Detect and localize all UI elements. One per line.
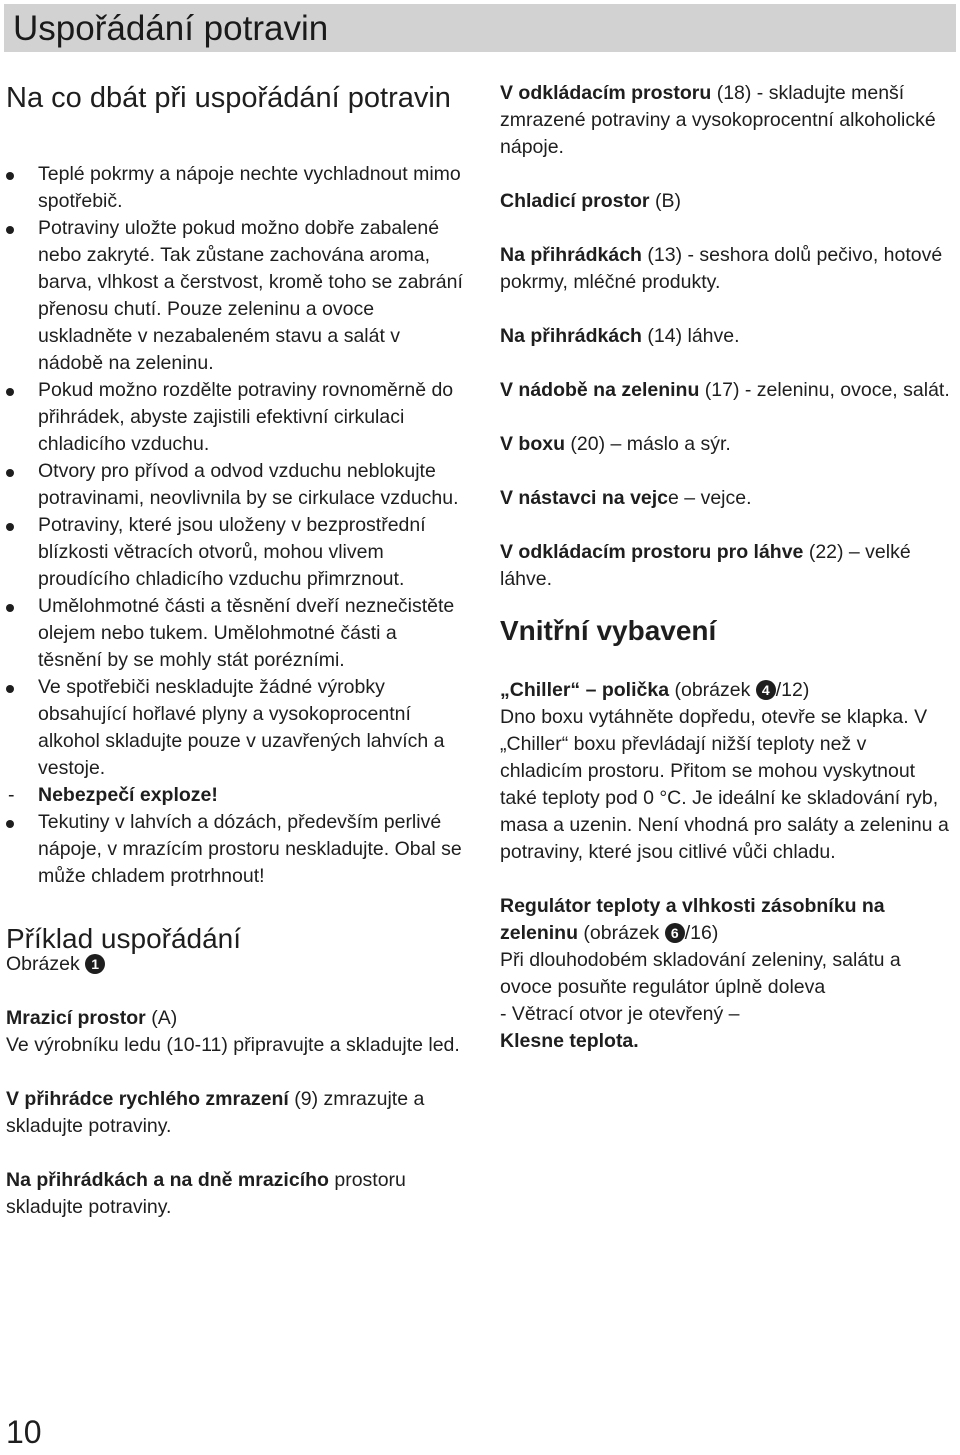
bullet-item xyxy=(6,674,466,782)
bullet-item xyxy=(6,215,466,377)
bullet-text: Nebezpečí exploze! xyxy=(38,784,218,806)
bullet-dash: - xyxy=(8,784,15,806)
title-bar xyxy=(4,4,956,52)
bullet-text: Ve spotřebiči neskladujte žádné výrobky obsahující hořlavé plyny a vysokoprocentní alkohol skladujte pouze v uzavřených lahvích a vestoje. xyxy=(38,676,445,779)
shelves-13-paragraph: Na přihrádkách (13) - seshora dolů pečivo, hotové pokrmy, mléčné produkty. xyxy=(500,244,943,293)
bullet-item xyxy=(6,377,466,458)
figure-reference: Obrázek 1 xyxy=(6,951,466,978)
bullet-item xyxy=(6,161,466,215)
left-column xyxy=(6,80,466,1221)
bullet-text: Pokud možno rozdělte potraviny rovnoměrně do přihrádek, abyste zajistili efektivní cirkulaci chladicího vzduchu. xyxy=(38,379,454,455)
example-heading: Příklad uspořádání xyxy=(6,923,242,954)
interior-heading: Vnitřní vybavení xyxy=(500,615,717,646)
bullet-text: Tekutiny v lahvích a dózách, především perlivé nápoje, v mrazícím prostoru neskladujte. Obal se může chladem protrhnout! xyxy=(38,811,462,887)
bullet-item xyxy=(6,809,466,890)
door-storage-paragraph: V odkládacím prostoru (18) - skladujte menší zmrazené potraviny a vysokoprocentní alkoholické nápoje. xyxy=(500,82,936,158)
freezer-paragraph: Mrazicí prostor (A) Ve výrobníku ledu (10-11) připravujte a skladujte led. xyxy=(6,1007,460,1056)
figure-number-badge: 1 xyxy=(85,954,105,974)
fast-freeze-paragraph: V přihrádce rychlého zmrazení (9) zmrazujte a skladujte potraviny. xyxy=(6,1088,425,1137)
bullet-item xyxy=(6,782,466,809)
bullet-item xyxy=(6,512,466,593)
figure-number-badge: 4 xyxy=(756,680,776,700)
box-paragraph: V boxu (20) – máslo a sýr. xyxy=(500,433,731,455)
bullet-text: Potraviny, které jsou uloženy v bezprostřední blízkosti větracích otvorů, mohou vlivem proudícího chladicího vzduchu přimrznout. xyxy=(38,514,426,590)
bullet-text: Umělohmotné části a těsnění dveří neznečistěte olejem nebo tukem. Umělohmotné části a těsnění by se mohly stát porézními. xyxy=(38,595,455,671)
freezer-shelves-paragraph: Na přihrádkách a na dně mrazicího prostoru skladujte potraviny. xyxy=(6,1169,406,1218)
bullet-text: Potraviny uložte pokud možno dobře zabalené nebo zakryté. Tak zůstane zachována aroma, barva, vlhkost a čerstvost, kromě toho se zabrání přenosu chutí. Pouze zeleninu a ovoce uskladněte v nezabaleném stavu a salát v nádobě na zeleninu. xyxy=(38,217,463,374)
shelves-14-paragraph: Na přihrádkách (14) láhve. xyxy=(500,325,740,347)
cool-compartment-heading: Chladicí prostor (B) xyxy=(500,190,681,212)
right-column xyxy=(500,80,952,1055)
bullet-text: Teplé pokrmy a nápoje nechte vychladnout mimo spotřebič. xyxy=(38,163,461,212)
bullet-list xyxy=(6,161,466,890)
regulator-paragraph: Regulátor teploty a vlhkosti zásobníku na zeleninu (obrázek 6 /16) Při dlouhodobém skladování zeleniny, salátu a ovoce posuňte regulátor úplně doleva - Větrací otvor je otevřený – Klesne teplota. xyxy=(500,895,901,1052)
bullet-text: Otvory pro přívod a odvod vzduchu neblokujte potravinami, neovlivnila by se cirkulace vzduchu. xyxy=(38,460,459,509)
page-number: 10 xyxy=(6,1414,42,1450)
bullet-item xyxy=(6,458,466,512)
egg-tray-paragraph: V nástavci na vejce – vejce. xyxy=(500,487,752,509)
page-title: Uspořádání potravin xyxy=(13,9,329,48)
figure-number-badge: 6 xyxy=(665,923,685,943)
vegetable-drawer-paragraph: V nádobě na zeleninu (17) - zeleninu, ovoce, salát. xyxy=(500,379,950,401)
bullet-item xyxy=(6,593,466,674)
chiller-paragraph: „Chiller“ – polička (obrázek 4 /12) Dno boxu vytáhněte dopředu, otevře se klapka. V „Chiller“ boxu převládají nižší teploty než v chladicím prostoru. Přitom se mohou vyskytnout také teploty pod 0 °C. Je ideální ke skladování ryb, masa a uzenin. Není vhodná pro saláty a zeleninu a potraviny, které jsou citlivé vůči chladu. xyxy=(500,679,949,863)
section-heading: Na co dbát při uspořádání potravin xyxy=(6,82,451,114)
bottle-storage-paragraph: V odkládacím prostoru pro láhve (22) – velké láhve. xyxy=(500,541,911,590)
